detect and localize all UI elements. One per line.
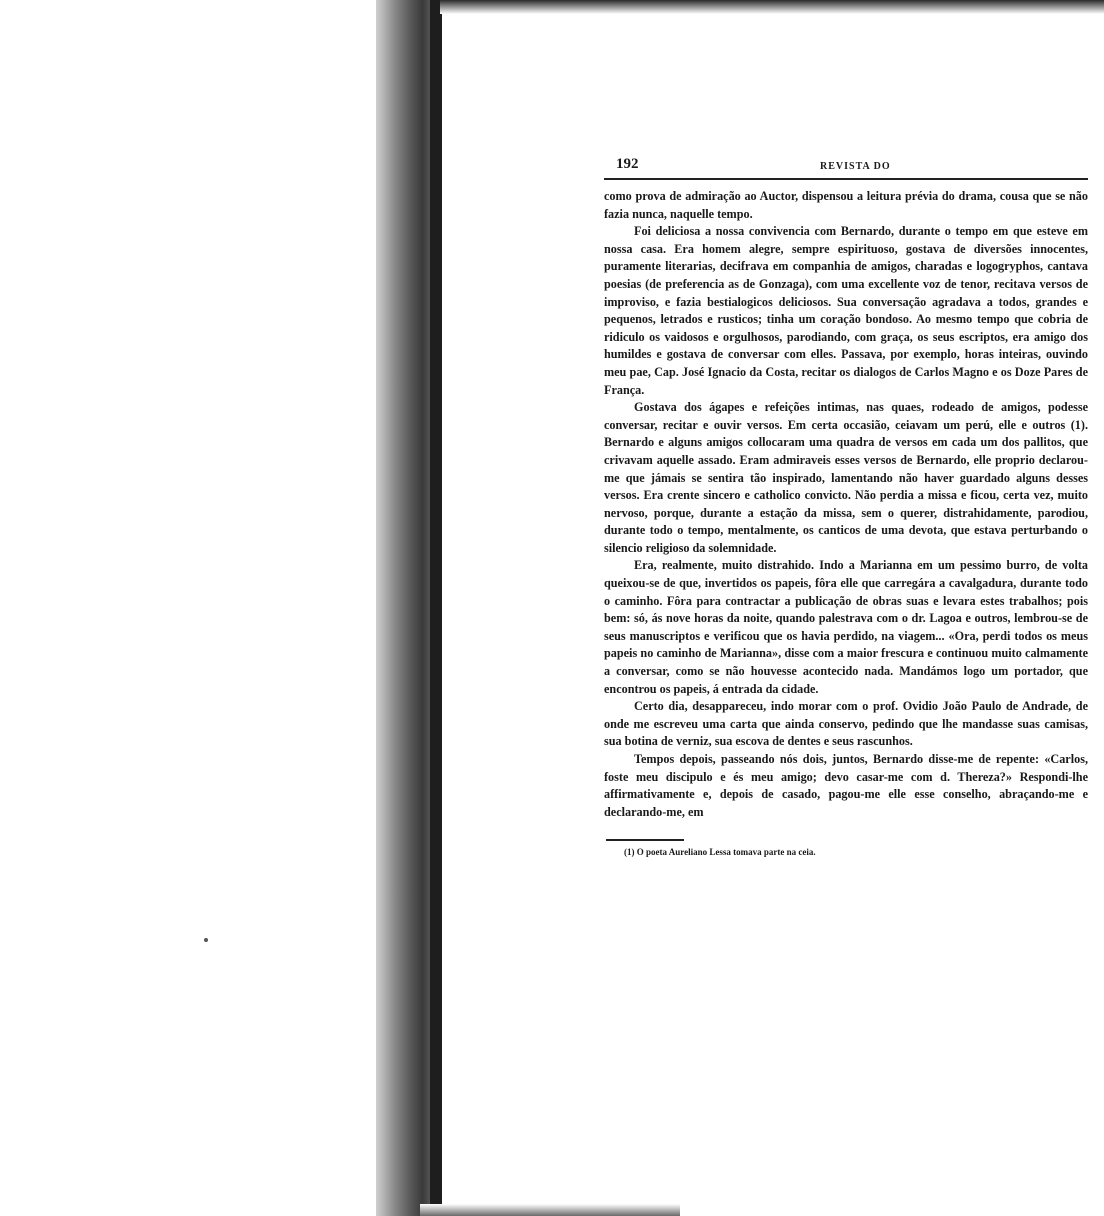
running-title: REVISTA DO xyxy=(820,161,891,172)
page-number: 192 xyxy=(616,156,639,172)
paragraph: como prova de admiração ao Auctor, dispensou a leitura prévia do drama, cousa que se não fazia nunca, naquelle tempo. xyxy=(604,189,1088,221)
gutter-shadow xyxy=(430,0,442,1216)
left-blank-page xyxy=(0,0,390,1216)
paragraph: Gostava dos ágapes e refeições intimas, nas quaes, rodeado de amigos, podesse conversar, recitar e ouvir versos. Em certa occasião, ceiavam um perú, elle e outros (1). Bernardo e alguns amigos collocaram uma quadra de versos em cada um dos pallitos, que crivavam aquelle assado. Eram admiraveis esses versos de Bernardo, elle proprio declarou-me que jámais se sentira tão inspirado, lamentando não haver guardado alguns desses versos. Era crente sincero e catholico convicto. Não perdia a missa e ficou, certa vez, muito nervoso, porque, durante a estação da missa, sem o querer, distrahidamente, parodiou, durante todo o tempo, mentalmente, os canticos de uma devota, que estava perturbando o silencio religioso da solemnidade. xyxy=(604,400,1088,555)
paragraph: Era, realmente, muito distrahido. Indo a Marianna em um pessimo burro, de volta queixou-se de que, invertidos os papeis, fôra elle que carregára a cavalgadura, durante todo o caminho. Fôra para contractar a publicação de obras suas e levara estes trabalhos; pois bem: só, ás nove horas da noite, quando palestrava com o dr. Lagoa e outros, lembrou-se de seus manuscriptos e verificou que os havia perdido, na viagem... «Ora, perdi todos os meus papeis no caminho de Marianna», disse com a maior frescura e continuou muito calmamente a conversar, como se não houvesse acontecido nada. Mandámos logo um portador, que encontrou os papeis, á entrada da cidade. xyxy=(604,558,1088,696)
paragraph: Tempos depois, passeando nós dois, juntos, Bernardo disse-me de repente: «Carlos, foste meu discipulo e és meu amigo; devo casar-me com d. Thereza?» Respondi-lhe affirmativamente e, depois de casado, pagou-me elle esse conselho, abraçando-me e declarando-me, em xyxy=(604,752,1088,819)
paragraph: Foi deliciosa a nossa convivencia com Bernardo, durante o tempo em que esteve em nossa casa. Era homem alegre, sempre espirituoso, gostava de diversões innocentes, puramente literarias, decifrava em companhia de amigos, charadas e logogryphos, cantava poesias (de preferencia as de Gonzaga), com uma excellente voz de tenor, recitava versos de improviso, e fazia bestialogicos deliciosos. Sua conversação agradava a todos, grandes e pequenos, letrados e rusticos; tinha um coração bondoso. Ao mesmo tempo que cobria de ridiculo os vaidosos e orgulhosos, parodiando, com graça, os seus escriptos, era amigo dos humildes e gostava de conversar com elles. Passava, por exemplo, horas inteiras, ouvindo meu pae, Cap. José Ignacio da Costa, recitar os dialogos de Carlos Magno e os Doze Pares de França. xyxy=(604,224,1088,397)
paragraph: Certo dia, desappareceu, indo morar com o prof. Ovidio João Paulo de Andrade, de onde me escreveu uma carta que ainda conservo, pedindo que lhe mandasse suas camisas, sua botina de verniz, sua escova de dentes e seus rascunhos. xyxy=(604,699,1088,749)
book-gutter xyxy=(376,0,438,1216)
page-top-edge xyxy=(440,0,1104,14)
footnote: (1) O poeta Aureliano Lessa tomava parte na ceia. xyxy=(624,847,816,858)
page-header xyxy=(604,154,1088,180)
page-bottom-edge xyxy=(420,1204,680,1216)
scan-speck xyxy=(204,938,208,942)
text-page xyxy=(604,154,1088,859)
footnote-rule xyxy=(606,839,684,841)
body-text xyxy=(604,188,1088,821)
